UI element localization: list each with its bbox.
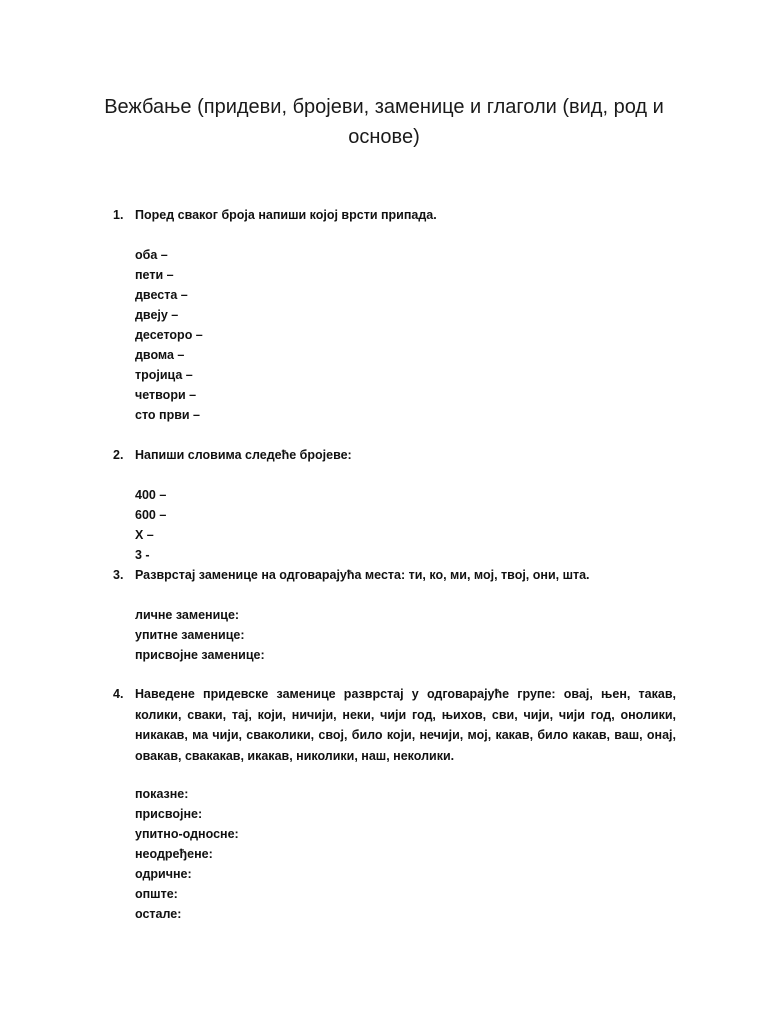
list-item: упитне заменице: — [135, 628, 245, 642]
list-item: опште: — [135, 887, 178, 901]
question-number: 1. — [113, 208, 124, 222]
list-item: одричне: — [135, 867, 192, 881]
question-1-items — [135, 245, 203, 425]
list-item: сто први – — [135, 408, 200, 422]
list-item: X – — [135, 528, 154, 542]
list-item: присвојне заменице: — [135, 648, 265, 662]
title-line-1: Вежбање (придеви, бројеви, заменице и глаголи (вид, род и — [104, 96, 664, 118]
question-3-items — [135, 605, 265, 665]
list-item: четвори – — [135, 388, 197, 402]
question-prompt: Наведене придевске заменице разврстај у одговарајуће групе: овај, њен, такав, колики, сваки, тај, који, ничији, неки, чији год, њихов, сви, чији, чији год, онолики, никакав, ма чији, сваколики, свој, било који, нечији, мој, какав, било какав, ваш, онај, овакав, свакакав, икакав, николики, наш, неколики. — [135, 687, 676, 763]
title-line-2: основе) — [348, 126, 420, 148]
question-number: 2. — [113, 448, 124, 462]
list-item: 600 – — [135, 508, 167, 522]
list-item: 3 - — [135, 548, 150, 562]
list-item: присвојне: — [135, 807, 203, 821]
question-prompt: Разврстај заменице на одговарајућа места: ти, ко, ми, мој, твој, они, шта. — [135, 568, 590, 582]
question-number: 3. — [113, 568, 124, 582]
question-prompt: Поред сваког броја напиши којој врсти припада. — [135, 208, 437, 222]
list-item: оба – — [135, 248, 168, 262]
list-item: остале: — [135, 907, 182, 921]
question-prompt: Напиши словима следеће бројеве: — [135, 448, 352, 462]
list-item: двома – — [135, 348, 185, 362]
question-2-items — [135, 485, 166, 565]
list-item: пети – — [135, 268, 174, 282]
question-number: 4. — [113, 687, 124, 701]
question-4-items — [135, 784, 239, 924]
list-item: двеју – — [135, 308, 179, 322]
list-item: десеторо – — [135, 328, 203, 342]
list-item: двеста – — [135, 288, 188, 302]
page-title — [100, 92, 668, 152]
list-item: показне: — [135, 787, 189, 801]
list-item: 400 – — [135, 488, 167, 502]
list-item: личне заменице: — [135, 608, 240, 622]
list-item: упитно-односне: — [135, 827, 239, 841]
list-item: тројица – — [135, 368, 193, 382]
list-item: неодређене: — [135, 847, 213, 861]
